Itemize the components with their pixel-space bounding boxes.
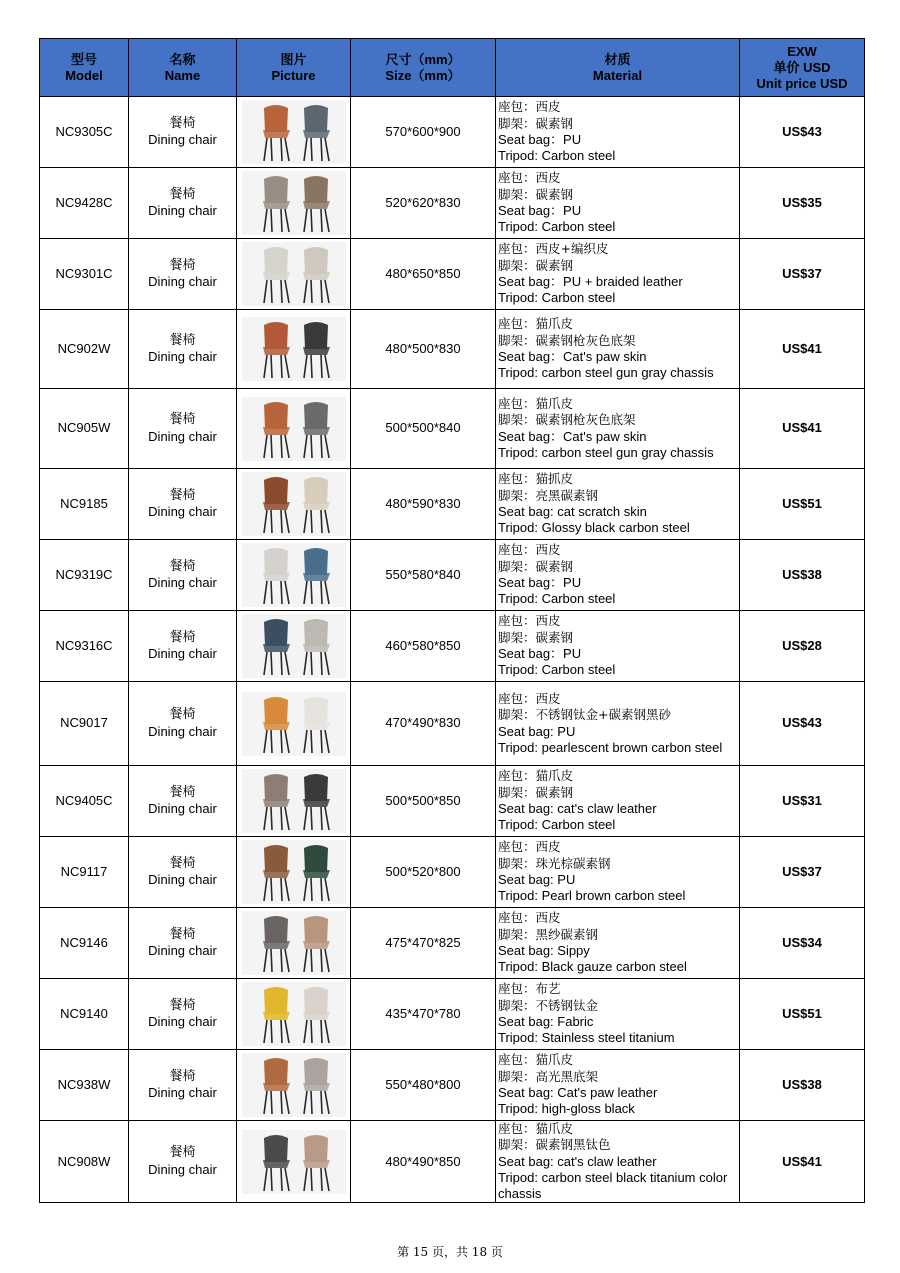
material-line: Seat bag：PU + braided leather xyxy=(498,274,683,289)
material-line: 脚架：碳素钢 xyxy=(498,257,574,273)
size-cell: 435*470*780 xyxy=(351,979,496,1050)
name-cell xyxy=(129,97,237,168)
table-row xyxy=(40,766,865,837)
name-en: Dining chair xyxy=(148,1014,217,1029)
name-zh: 餐椅 xyxy=(169,855,196,871)
material-cell xyxy=(496,1121,740,1203)
name-cell xyxy=(129,1050,237,1121)
model-cell: NC905W xyxy=(40,389,129,469)
material-line: 脚架：高光黑底架 xyxy=(498,1068,599,1084)
material-line: Tripod: Carbon steel xyxy=(498,219,616,235)
material-line: 脚架：碳素钢 xyxy=(498,784,574,800)
price-cell: US$31 xyxy=(740,766,865,837)
model-cell: NC908W xyxy=(40,1121,129,1203)
material-line: 脚架：碳素钢枪灰色底架 xyxy=(498,332,636,348)
model-cell: NC9319C xyxy=(40,540,129,611)
picture-cell xyxy=(237,766,351,837)
size-cell: 480*590*830 xyxy=(351,469,496,540)
material-line: 脚架：黑纱碳素钢 xyxy=(498,926,599,942)
price-cell: US$41 xyxy=(740,310,865,389)
name-cell xyxy=(129,310,237,389)
material-cell xyxy=(496,1050,740,1121)
table-row xyxy=(40,682,865,766)
table-row xyxy=(40,1050,865,1121)
chair-photo xyxy=(242,769,346,833)
name-cell xyxy=(129,908,237,979)
name-cell xyxy=(129,239,237,310)
model-cell: NC9405C xyxy=(40,766,129,837)
material-line: Tripod: Black gauze carbon steel xyxy=(498,959,687,975)
price-cell: US$43 xyxy=(740,97,865,168)
size-cell: 460*580*850 xyxy=(351,611,496,682)
material-line: 脚架：亮黑碳素钢 xyxy=(498,487,599,503)
name-cell xyxy=(129,469,237,540)
chair-photo xyxy=(242,614,346,678)
chair-photo xyxy=(242,472,346,536)
name-en: Dining chair xyxy=(148,1085,217,1100)
material-line: Seat bag: Fabric xyxy=(498,1014,594,1029)
price-cell: US$37 xyxy=(740,837,865,908)
material-line: Tripod: Glossy black carbon steel xyxy=(498,520,690,536)
material-line: 座包：猫爪皮 xyxy=(498,768,574,784)
table-row xyxy=(40,908,865,979)
size-cell: 500*500*840 xyxy=(351,389,496,469)
name-zh: 餐椅 xyxy=(169,1145,196,1161)
material-line: 座包：西皮 xyxy=(498,170,561,186)
picture-cell xyxy=(237,168,351,239)
chair-photo xyxy=(242,911,346,975)
material-line: 脚架：珠光棕碳素钢 xyxy=(498,855,611,871)
table-row xyxy=(40,1121,865,1203)
material-line: Tripod: Carbon steel xyxy=(498,148,616,164)
name-en: Dining chair xyxy=(148,646,217,661)
name-cell xyxy=(129,979,237,1050)
name-en: Dining chair xyxy=(148,575,217,590)
material-line: Seat bag：PU xyxy=(498,575,582,590)
name-en: Dining chair xyxy=(148,428,217,444)
picture-cell xyxy=(237,389,351,469)
model-cell: NC9185 xyxy=(40,469,129,540)
material-line: 脚架：碳素钢 xyxy=(498,186,574,202)
material-line: Seat bag: PU xyxy=(498,723,576,739)
table-row xyxy=(40,239,865,310)
size-cell: 470*490*830 xyxy=(351,682,496,766)
chair-photo xyxy=(242,543,346,607)
name-zh: 餐椅 xyxy=(169,558,196,574)
material-line: Seat bag：PU xyxy=(498,132,582,147)
name-cell xyxy=(129,1121,237,1203)
material-line: 座包：猫抓皮 xyxy=(498,471,574,487)
price-cell: US$41 xyxy=(740,1121,865,1203)
model-cell: NC9305C xyxy=(40,97,129,168)
size-cell: 570*600*900 xyxy=(351,97,496,168)
name-zh: 餐椅 xyxy=(169,707,196,723)
material-line: Seat bag: cat's claw leather xyxy=(498,1153,657,1169)
model-cell: NC9301C xyxy=(40,239,129,310)
table-row xyxy=(40,97,865,168)
price-cell: US$28 xyxy=(740,611,865,682)
name-en: Dining chair xyxy=(148,723,217,739)
name-cell xyxy=(129,766,237,837)
price-cell: US$34 xyxy=(740,908,865,979)
table-row xyxy=(40,469,865,540)
price-cell: US$38 xyxy=(740,1050,865,1121)
name-zh: 餐椅 xyxy=(169,997,196,1013)
price-cell: US$35 xyxy=(740,168,865,239)
picture-cell xyxy=(237,1121,351,1203)
size-cell: 550*580*840 xyxy=(351,540,496,611)
material-line: 座包：猫爪皮 xyxy=(498,395,574,411)
name-en: Dining chair xyxy=(148,504,217,519)
material-line: Seat bag：PU xyxy=(498,646,582,661)
picture-cell xyxy=(237,97,351,168)
material-line: 座包：猫爪皮 xyxy=(498,1052,574,1068)
material-line: 脚架：不锈钢钛金 xyxy=(498,997,599,1013)
material-cell xyxy=(496,97,740,168)
material-cell xyxy=(496,611,740,682)
name-en: Dining chair xyxy=(148,943,217,958)
table-header-row xyxy=(40,39,865,97)
size-cell: 550*480*800 xyxy=(351,1050,496,1121)
material-line: 座包：西皮 xyxy=(498,613,561,629)
name-zh: 餐椅 xyxy=(169,629,196,645)
table-row xyxy=(40,168,865,239)
model-cell: NC9146 xyxy=(40,908,129,979)
material-line: 座包：猫爪皮 xyxy=(498,1121,574,1136)
chair-photo xyxy=(242,692,346,756)
picture-cell xyxy=(237,239,351,310)
material-cell xyxy=(496,389,740,469)
model-cell: NC902W xyxy=(40,310,129,389)
material-line: 座包：西皮+编织皮 xyxy=(498,241,609,257)
price-cell: US$51 xyxy=(740,469,865,540)
price-table xyxy=(39,38,865,1203)
name-zh: 餐椅 xyxy=(169,487,196,503)
material-cell xyxy=(496,682,740,766)
name-cell xyxy=(129,611,237,682)
material-line: Tripod: Carbon steel xyxy=(498,817,616,833)
material-cell xyxy=(496,310,740,389)
material-line: 座包：西皮 xyxy=(498,99,561,115)
name-cell xyxy=(129,389,237,469)
material-line: Tripod: carbon steel black titanium color chassis xyxy=(498,1169,728,1202)
picture-cell xyxy=(237,682,351,766)
size-cell: 480*490*850 xyxy=(351,1121,496,1203)
material-line: Seat bag：Cat's paw skin xyxy=(498,428,647,444)
chair-photo xyxy=(242,242,346,306)
picture-cell xyxy=(237,469,351,540)
model-cell: NC9017 xyxy=(40,682,129,766)
picture-cell xyxy=(237,540,351,611)
table-row xyxy=(40,979,865,1050)
material-line: 脚架：碳素钢 xyxy=(498,629,574,645)
material-line: Tripod: high-gloss black xyxy=(498,1101,635,1117)
material-line: Tripod: Carbon steel xyxy=(498,591,616,607)
material-line: Seat bag: cat's claw leather xyxy=(498,801,657,816)
chair-photo xyxy=(242,1130,346,1194)
material-cell xyxy=(496,766,740,837)
material-line: Seat bag: Cat's paw leather xyxy=(498,1085,658,1100)
size-cell: 500*500*850 xyxy=(351,766,496,837)
material-line: 座包：布艺 xyxy=(498,981,561,997)
chair-photo xyxy=(242,982,346,1046)
material-line: Seat bag: PU xyxy=(498,872,576,887)
table-row xyxy=(40,837,865,908)
table-row xyxy=(40,540,865,611)
material-line: Tripod: carbon steel gun gray chassis xyxy=(498,444,714,460)
material-line: 座包：猫爪皮 xyxy=(498,316,574,332)
material-line: Tripod: pearlescent brown carbon steel xyxy=(498,739,723,755)
name-en: Dining chair xyxy=(148,274,217,289)
material-line: Seat bag: Sippy xyxy=(498,943,590,958)
chair-photo xyxy=(242,1053,346,1117)
size-cell: 480*650*850 xyxy=(351,239,496,310)
header-model: 型号 Model xyxy=(40,39,129,97)
header-price: EXW 单价 USD Unit price USD xyxy=(740,39,865,97)
header-name: 名称 Name xyxy=(129,39,237,97)
size-cell: 500*520*800 xyxy=(351,837,496,908)
chair-photo xyxy=(242,317,346,381)
material-line: Tripod: carbon steel gun gray chassis xyxy=(498,365,714,381)
page-footer: 第 15 页，共 18 页 xyxy=(397,1245,503,1259)
name-en: Dining chair xyxy=(148,132,217,147)
material-cell xyxy=(496,469,740,540)
size-cell: 475*470*825 xyxy=(351,908,496,979)
material-line: Tripod: Carbon steel xyxy=(498,290,616,306)
name-en: Dining chair xyxy=(148,872,217,887)
material-line: 座包：西皮 xyxy=(498,910,561,926)
picture-cell xyxy=(237,908,351,979)
header-material: 材质 Material xyxy=(496,39,740,97)
material-cell xyxy=(496,908,740,979)
material-line: Seat bag：Cat's paw skin xyxy=(498,349,647,364)
material-line: Tripod: Stainless steel titanium xyxy=(498,1030,675,1046)
name-zh: 餐椅 xyxy=(169,257,196,273)
picture-cell xyxy=(237,310,351,389)
header-picture: 图片 Picture xyxy=(237,39,351,97)
table-row xyxy=(40,389,865,469)
name-zh: 餐椅 xyxy=(169,412,196,428)
name-zh: 餐椅 xyxy=(169,926,196,942)
model-cell: NC9117 xyxy=(40,837,129,908)
material-line: 座包：西皮 xyxy=(498,839,561,855)
material-line: Seat bag：PU xyxy=(498,203,582,218)
name-cell xyxy=(129,540,237,611)
price-cell: US$38 xyxy=(740,540,865,611)
name-en: Dining chair xyxy=(148,203,217,218)
header-size: 尺寸（mm） Size（mm） xyxy=(351,39,496,97)
price-cell: US$41 xyxy=(740,389,865,469)
material-line: 脚架：碳素钢黑钛色 xyxy=(498,1137,611,1153)
name-en: Dining chair xyxy=(148,801,217,816)
chair-photo xyxy=(242,397,346,461)
material-line: 脚架：碳素钢枪灰色底架 xyxy=(498,412,636,428)
material-cell xyxy=(496,540,740,611)
picture-cell xyxy=(237,979,351,1050)
model-cell: NC938W xyxy=(40,1050,129,1121)
chair-photo xyxy=(242,840,346,904)
name-cell xyxy=(129,837,237,908)
material-line: Seat bag: cat scratch skin xyxy=(498,504,647,519)
name-zh: 餐椅 xyxy=(169,332,196,348)
material-line: 脚架：碳素钢 xyxy=(498,115,574,131)
material-cell xyxy=(496,979,740,1050)
picture-cell xyxy=(237,611,351,682)
price-cell: US$37 xyxy=(740,239,865,310)
name-zh: 餐椅 xyxy=(169,115,196,131)
name-cell xyxy=(129,682,237,766)
name-cell xyxy=(129,168,237,239)
material-line: Tripod: Carbon steel xyxy=(498,662,616,678)
material-cell xyxy=(496,837,740,908)
material-cell xyxy=(496,168,740,239)
material-line: 脚架：碳素钢 xyxy=(498,558,574,574)
material-line: 座包：西皮 xyxy=(498,542,561,558)
picture-cell xyxy=(237,1050,351,1121)
name-zh: 餐椅 xyxy=(169,784,196,800)
material-cell xyxy=(496,239,740,310)
material-line: 座包：西皮 xyxy=(498,690,561,706)
size-cell: 520*620*830 xyxy=(351,168,496,239)
model-cell: NC9140 xyxy=(40,979,129,1050)
name-zh: 餐椅 xyxy=(169,186,196,202)
model-cell: NC9428C xyxy=(40,168,129,239)
picture-cell xyxy=(237,837,351,908)
size-cell: 480*500*830 xyxy=(351,310,496,389)
name-zh: 餐椅 xyxy=(169,1068,196,1084)
model-cell: NC9316C xyxy=(40,611,129,682)
chair-photo xyxy=(242,171,346,235)
price-cell: US$43 xyxy=(740,682,865,766)
table-row xyxy=(40,611,865,682)
name-en: Dining chair xyxy=(148,1161,217,1177)
material-line: 脚架：不锈钢钛金+碳素钢黑砂 xyxy=(498,707,671,723)
name-en: Dining chair xyxy=(148,349,217,364)
table-row xyxy=(40,310,865,389)
chair-photo xyxy=(242,100,346,164)
price-cell: US$51 xyxy=(740,979,865,1050)
material-line: Tripod: Pearl brown carbon steel xyxy=(498,888,686,904)
